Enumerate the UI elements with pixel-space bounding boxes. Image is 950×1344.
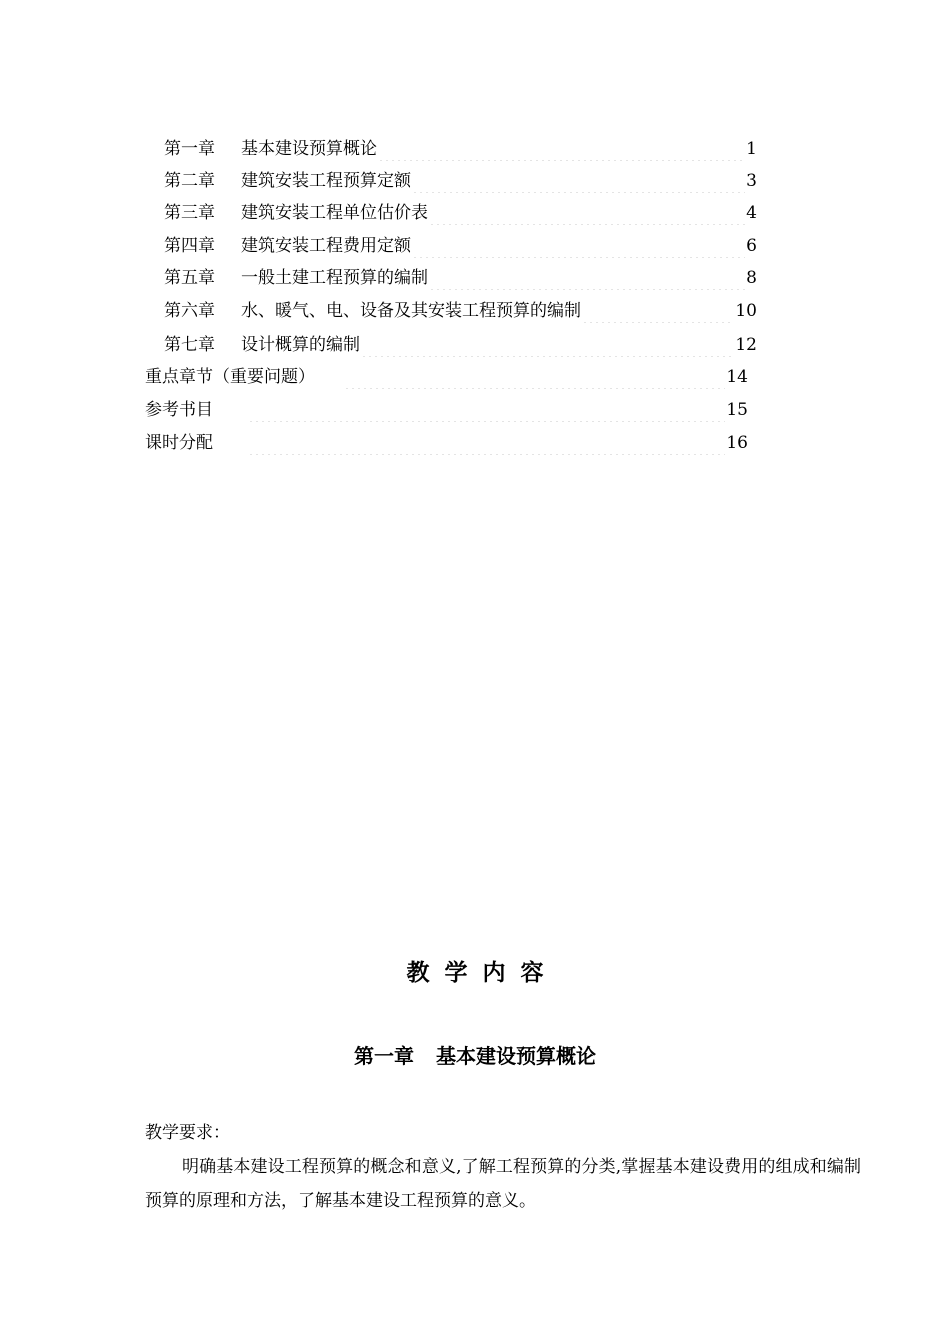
toc-entry-hours-allocation[interactable] xyxy=(145,431,748,455)
toc-entry-chapter-5[interactable] xyxy=(164,266,757,290)
toc-leader-dots xyxy=(429,201,745,225)
toc-entry-references[interactable] xyxy=(145,398,748,422)
toc-entry-chapter-7[interactable] xyxy=(164,333,757,357)
toc-chapter-number: 第七章 xyxy=(164,335,215,355)
toc-chapter-title: 一般土建工程预算的编制 xyxy=(241,268,428,288)
toc-page-number: 3 xyxy=(746,171,757,191)
toc-page-number: 8 xyxy=(746,268,757,288)
toc-page-number: 4 xyxy=(746,203,757,223)
toc-chapter-number: 第五章 xyxy=(164,268,215,288)
toc-page-number: 10 xyxy=(735,301,757,321)
toc-chapter-title: 设计概算的编制 xyxy=(241,335,360,355)
toc-chapter-title: 建筑安装工程预算定额 xyxy=(241,171,411,191)
toc-page-number: 14 xyxy=(726,367,748,387)
toc-page-number: 1 xyxy=(746,139,757,159)
toc-leader-dots xyxy=(429,266,745,290)
toc-chapter-number: 第二章 xyxy=(164,171,215,191)
toc-chapter-number: 第六章 xyxy=(164,301,215,321)
toc-page-number: 16 xyxy=(726,433,748,453)
requirements-label: 教学要求： xyxy=(145,1123,230,1143)
toc-chapter-title: 建筑安装工程单位估价表 xyxy=(241,203,428,223)
toc-leader-dots xyxy=(412,234,745,258)
toc-leader-dots xyxy=(361,333,734,357)
toc-entry-label: 课时分配 xyxy=(145,433,213,453)
toc-leader-dots xyxy=(582,299,734,323)
toc-chapter-title: 建筑安装工程费用定额 xyxy=(241,236,411,256)
toc-chapter-number: 第四章 xyxy=(164,236,215,256)
toc-leader-dots xyxy=(378,137,745,161)
toc-leader-dots xyxy=(344,365,725,389)
main-title: 教学内容 xyxy=(406,960,559,986)
toc-chapter-number: 第一章 xyxy=(164,139,215,159)
toc-page-number: 15 xyxy=(726,400,748,420)
toc-leader-dots xyxy=(248,398,725,422)
toc-chapter-number: 第三章 xyxy=(164,203,215,223)
toc-entry-chapter-1[interactable] xyxy=(164,137,757,161)
chapter-heading xyxy=(0,1041,950,1071)
toc-entry-chapter-4[interactable] xyxy=(164,234,757,258)
chapter-heading-number: 第一章 xyxy=(354,1044,414,1068)
toc-leader-dots xyxy=(248,431,725,455)
toc-entry-chapter-6[interactable] xyxy=(164,299,757,323)
toc-entry-label: 参考书目 xyxy=(145,400,213,420)
chapter-heading-title: 基本建设预算概论 xyxy=(436,1044,596,1068)
toc-entry-chapter-3[interactable] xyxy=(164,201,757,225)
toc-leader-dots xyxy=(412,169,745,193)
toc-entry-chapter-2[interactable] xyxy=(164,169,757,193)
toc-entry-key-sections[interactable] xyxy=(145,365,748,389)
requirements-paragraph: 明确基本建设工程预算的概念和意义,了解工程预算的分类,掌握基本建设费用的组成和编制预算的原理和方法，了解基本建设工程预算的意义。 xyxy=(145,1157,861,1211)
toc-page-number: 12 xyxy=(735,335,757,355)
toc-chapter-title: 水、暖气、电、设备及其安装工程预算的编制 xyxy=(241,301,581,321)
toc-entry-label: 重点章节（重要问题） xyxy=(145,367,315,387)
toc-page-number: 6 xyxy=(746,236,757,256)
toc-chapter-title: 基本建设预算概论 xyxy=(241,139,377,159)
